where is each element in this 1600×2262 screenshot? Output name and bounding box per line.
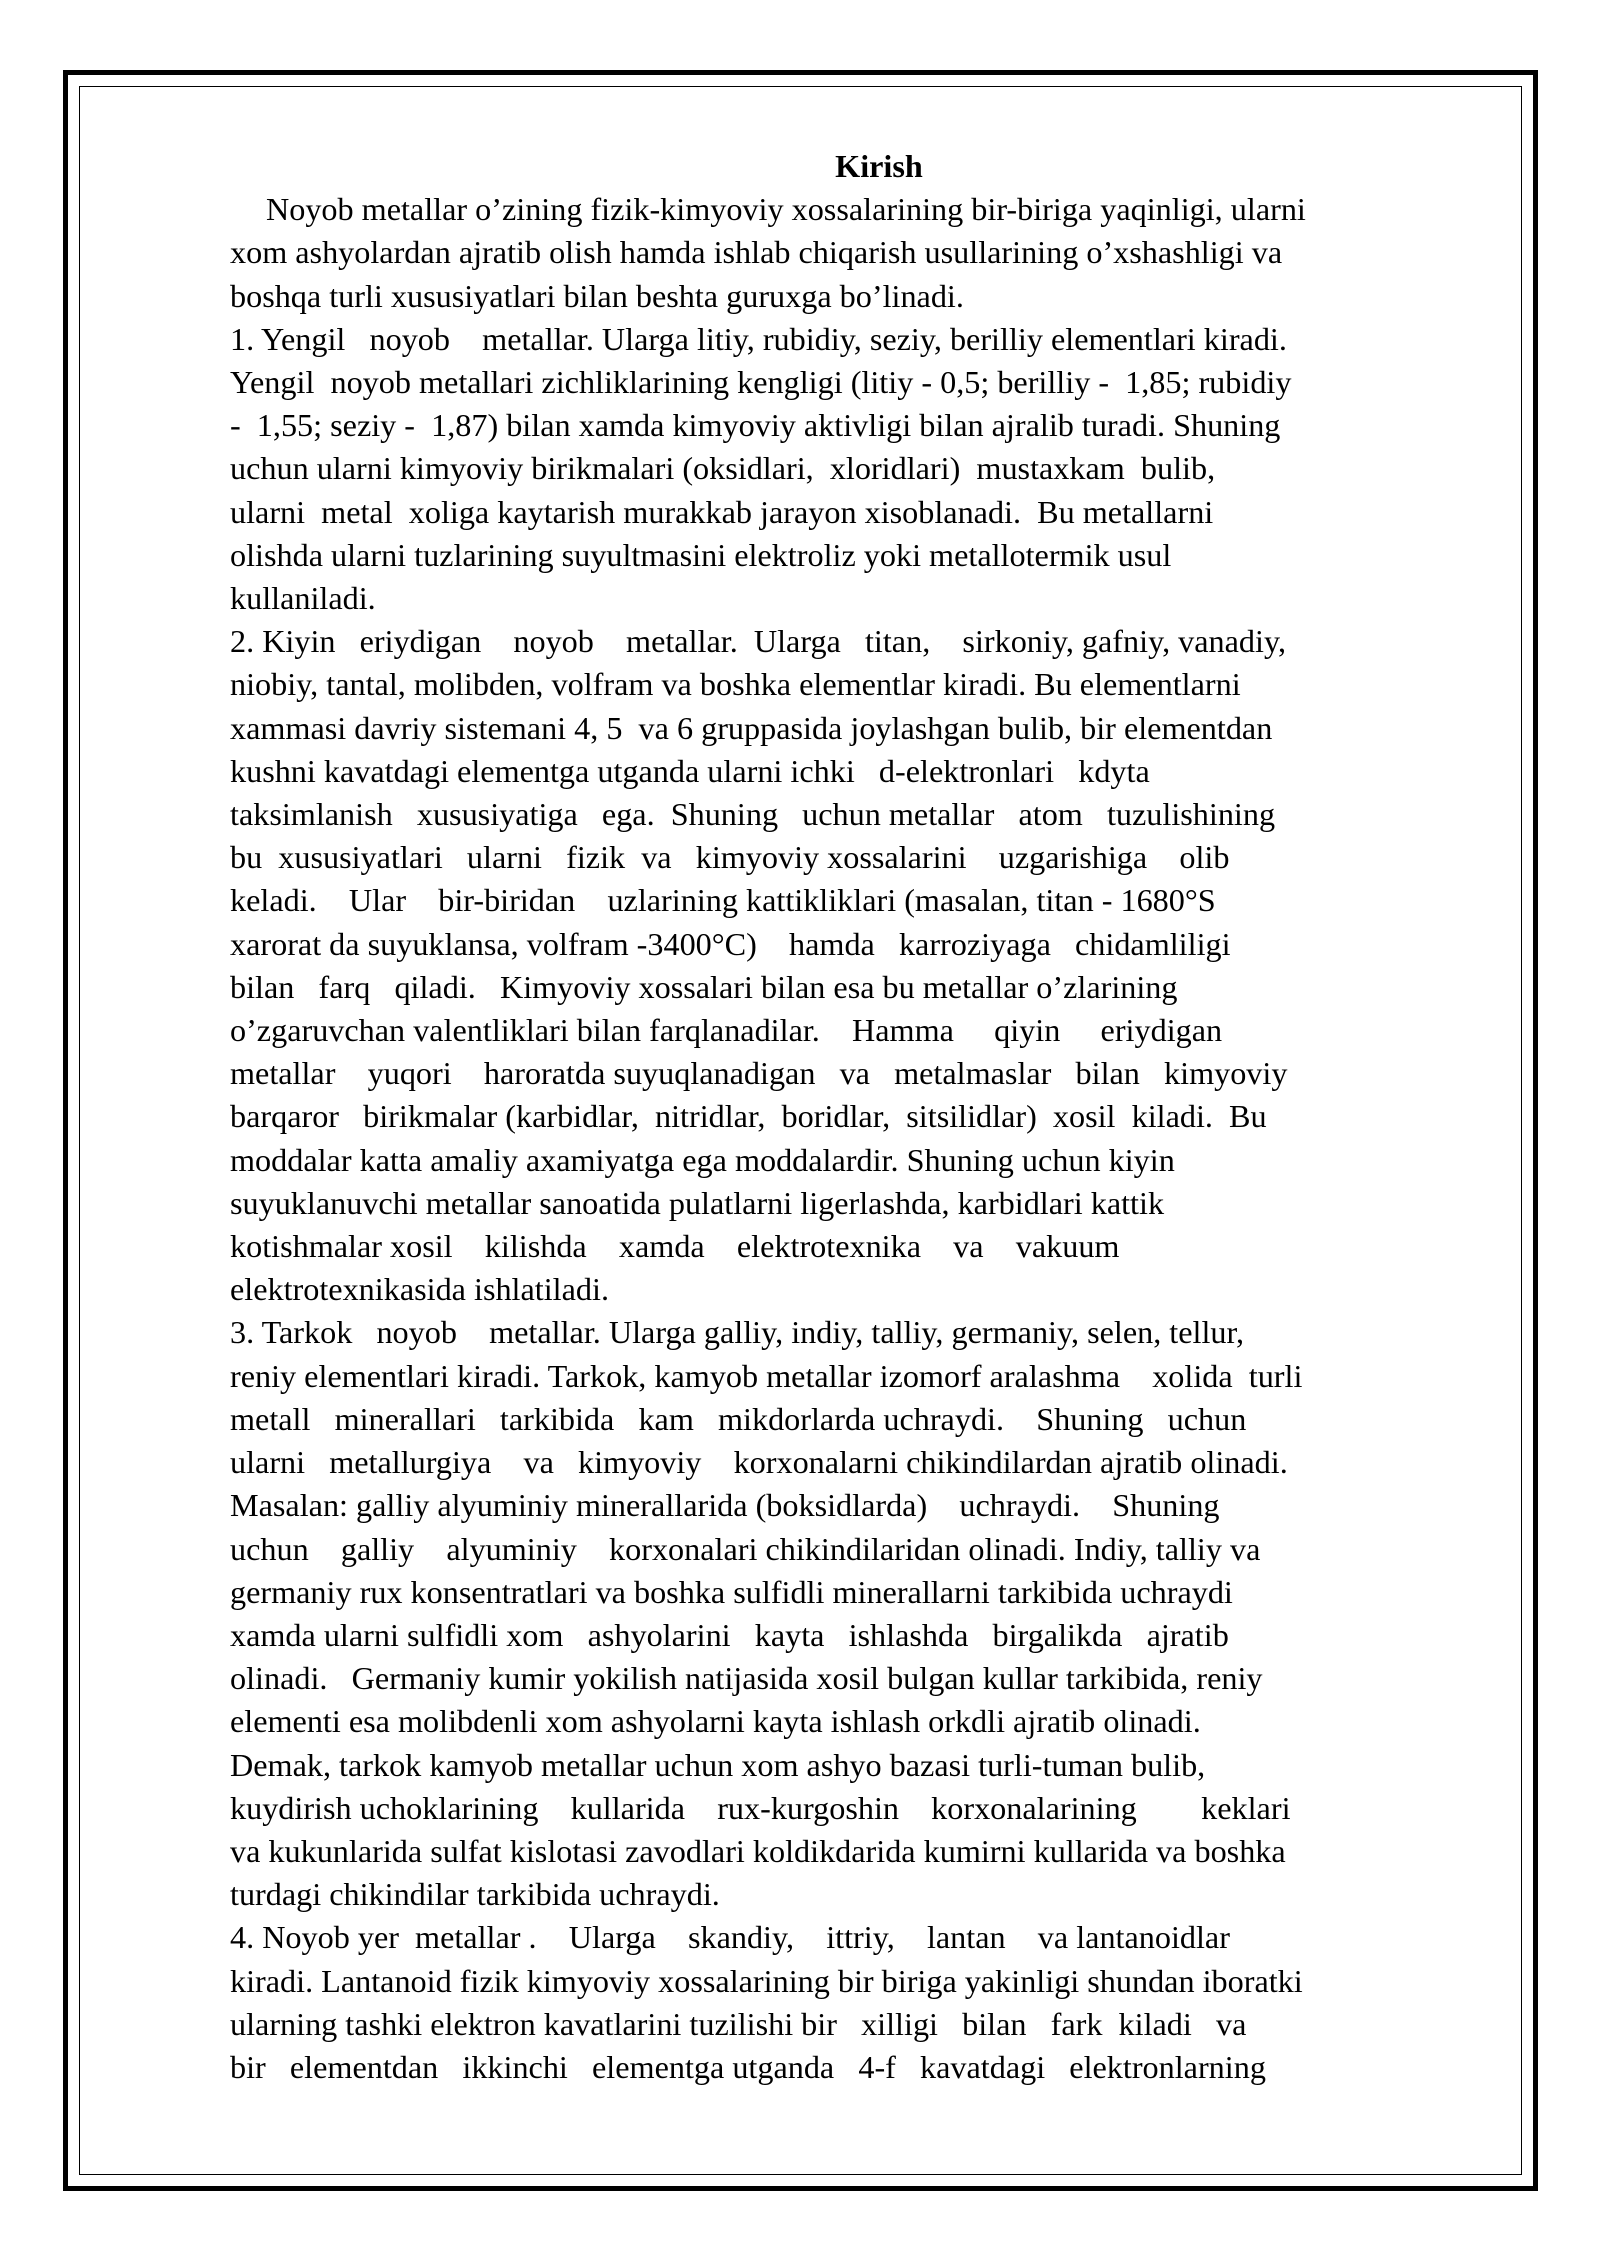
text-line: - 1,55; seziy - 1,87) bilan xamda kimyoviy aktivligi bilan ajralib turadi. Shuning bbox=[230, 407, 1281, 444]
text-line: niobiy, tantal, molibden, volfram va boshka elementlar kiradi. Bu elementlarni bbox=[230, 666, 1241, 703]
text-line: 2. Kiyin eriydigan noyob metallar. Ularga titan, sirkoniy, gafniy, vanadiy, bbox=[230, 623, 1287, 660]
text-line: Noyob metallar o’zining fizik-kimyoviy xossalarining bir-biriga yaqinligi, ularni bbox=[266, 191, 1306, 228]
text-line: bir elementdan ikkinchi elementga utganda 4-f kavatdagi elektronlarning bbox=[230, 2048, 1266, 2085]
text-line: metallar yuqori haroratda suyuqlanadigan va metalmaslar bilan kimyoviy bbox=[230, 1055, 1288, 1092]
text-line: kotishmalar xosil kilishda xamda elektrotexnika va vakuum bbox=[230, 1228, 1120, 1265]
text-line: Demak, tarkok kamyob metallar uchun xom ashyo bazasi turli-tuman bulib, bbox=[230, 1746, 1206, 1783]
text-line: xamda ularni sulfidli xom ashyolarini kayta ishlashda birgalikda ajratib bbox=[230, 1616, 1229, 1653]
text-line: olishda ularni tuzlarining suyultmasini elektroliz yoki metallotermik usul bbox=[230, 536, 1172, 573]
text-line: germaniy rux konsentratlari va boshka sulfidli minerallarni tarkibida uchraydi bbox=[230, 1573, 1233, 1610]
text-line: ularni metal xoliga kaytarish murakkab jarayon xisoblanadi. Bu metallarni bbox=[230, 493, 1214, 530]
text-line: uchun ularni kimyoviy birikmalari (oksidlari, xloridlari) mustaxkam bulib, bbox=[230, 450, 1216, 487]
text-line: ularni metallurgiya va kimyoviy korxonalarni chikindilardan ajratib olinadi. bbox=[230, 1444, 1288, 1481]
text-line: kushni kavatdagi elementga utganda ularni ichki d-elektronlari kdyta bbox=[230, 752, 1150, 789]
text-line: Masalan: galliy alyuminiy minerallarida (boksidlarda) uchraydi. Shuning bbox=[230, 1487, 1220, 1524]
text-line: barqaror birikmalar (karbidlar, nitridlar, boridlar, sitsilidlar) xosil kiladi. Bu bbox=[230, 1098, 1267, 1135]
text-line: 1. Yengil noyob metallar. Ularga litiy, rubidiy, seziy, berilliy elementlari kiradi. bbox=[230, 320, 1287, 357]
document-text bbox=[230, 188, 1498, 2089]
text-line: kuydirish uchoklarining kullarida rux-kurgoshin korxonalarining keklari bbox=[230, 1789, 1291, 1826]
text-line: xarorat da suyuklansa, volfram -3400°C) hamda karroziyaga chidamliligi bbox=[230, 925, 1231, 962]
text-line: kiradi. Lantanoid fizik kimyoviy xossalarining bir biriga yakinligi shundan iboratki bbox=[230, 1962, 1303, 1999]
text-line: Yengil noyob metallari zichliklarining kengligi (litiy - 0,5; berilliy - 1,85; rubidiy bbox=[230, 364, 1292, 401]
text-line: elementi esa molibdenli xom ashyolarni kayta ishlash orkdli ajratib olinadi. bbox=[230, 1703, 1201, 1740]
text-line: moddalar katta amaliy axamiyatga ega moddalardir. Shuning uchun kiyin bbox=[230, 1141, 1175, 1178]
text-line: reniy elementlari kiradi. Tarkok, kamyob metallar izomorf aralashma xolida turli bbox=[230, 1357, 1303, 1394]
text-line: ularning tashki elektron kavatlarini tuzilishi bir xilligi bilan fark kiladi va bbox=[230, 2005, 1247, 2042]
text-line: metall minerallari tarkibida kam mikdorlarda uchraydi. Shuning uchun bbox=[230, 1400, 1247, 1437]
text-line: va kukunlarida sulfat kislotasi zavodlari koldikdarida kumirni kullarida va boshka bbox=[230, 1832, 1286, 1869]
text-line: olinadi. Germaniy kumir yokilish natijasida xosil bulgan kullar tarkibida, reniy bbox=[230, 1660, 1263, 1697]
text-line: taksimlanish xususiyatiga ega. Shuning uchun metallar atom tuzulishining bbox=[230, 796, 1276, 833]
text-line: 4. Noyob yer metallar . Ularga skandiy, ittriy, lantan va lantanoidlar bbox=[230, 1919, 1230, 1956]
text-line: elektrotexnikasida ishlatiladi. bbox=[230, 1271, 609, 1308]
text-line: turdagi chikindilar tarkibida uchraydi. bbox=[230, 1876, 720, 1913]
document-body bbox=[230, 145, 1498, 2089]
text-line: o’zgaruvchan valentliklari bilan farqlanadilar. Hamma qiyin eriydigan bbox=[230, 1012, 1223, 1049]
text-line: kullaniladi. bbox=[230, 580, 376, 617]
text-line: bilan farq qiladi. Kimyoviy xossalari bilan esa bu metallar o’zlarining bbox=[230, 968, 1178, 1005]
text-line: xom ashyolardan ajratib olish hamda ishlab chiqarish usullarining o’xshashligi va bbox=[230, 234, 1283, 271]
text-line: 3. Tarkok noyob metallar. Ularga galliy, indiy, talliy, germaniy, selen, tellur, bbox=[230, 1314, 1244, 1351]
text-line: bu xususiyatlari ularni fizik va kimyoviy xossalarini uzgarishiga olib bbox=[230, 839, 1230, 876]
text-line: uchun galliy alyuminiy korxonalari chikindilaridan olinadi. Indiy, talliy va bbox=[230, 1530, 1261, 1567]
text-line: xammasi davriy sistemani 4, 5 va 6 gruppasida joylashgan bulib, bir elementdan bbox=[230, 709, 1273, 746]
text-line: suyuklanuvchi metallar sanoatida pulatlarni ligerlashda, karbidlari kattik bbox=[230, 1184, 1165, 1221]
text-line: keladi. Ular bir-biridan uzlarining kattikliklari (masalan, titan - 1680°S bbox=[230, 882, 1216, 919]
document-title: Kirish bbox=[835, 148, 923, 184]
text-line: boshqa turli xususiyatlari bilan beshta guruxga bo’linadi. bbox=[230, 277, 964, 314]
